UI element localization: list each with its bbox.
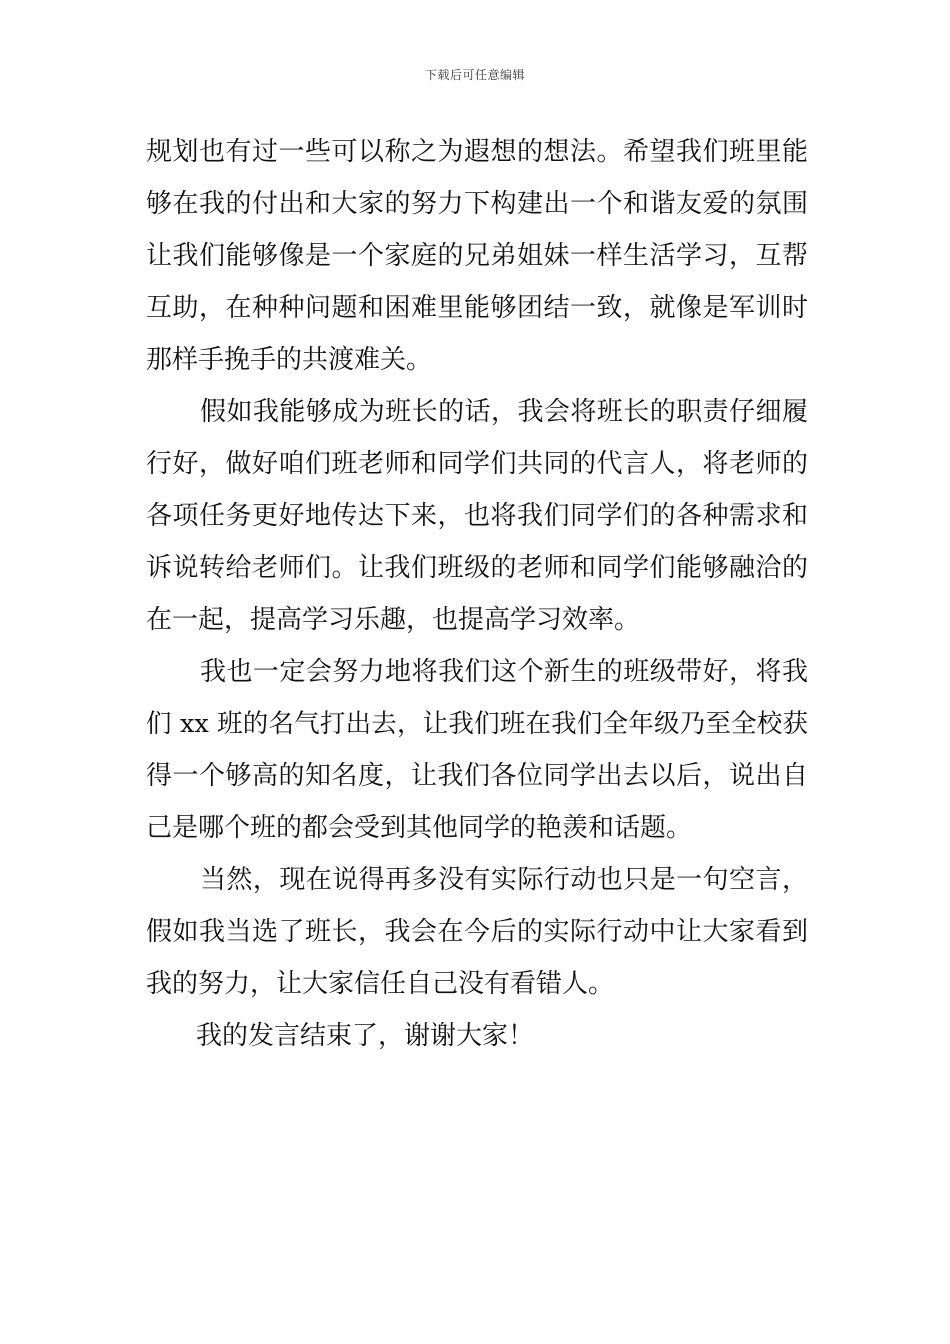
document-body	[146, 128, 808, 1064]
text-line: 得一个够高的知名度，让我们各位同学出去以后，说出自	[146, 761, 808, 791]
page-header: 下载后可任意编辑	[424, 68, 525, 82]
text-line: 够在我的付出和大家的努力下构建出一个和谐友爱的氛围	[146, 189, 808, 219]
text-line: 让我们能够像是一个家庭的兄弟姐妹一样生活学习，互帮	[146, 241, 808, 271]
text-line: 那样手挽手的共渡难关。	[146, 345, 433, 375]
text-line: 互助，在种种问题和困难里能够团结一致，就像是军训时	[146, 293, 808, 323]
text-line: 己是哪个班的都会受到其他同学的艳羡和话题。	[146, 813, 693, 843]
text-line: 我也一定会努力地将我们这个新生的班级带好，将我	[200, 657, 808, 687]
text-line: 我的努力，让大家信任自己没有看错人。	[146, 969, 615, 999]
text-line: 我的发言结束了，谢谢大家！	[196, 1021, 535, 1051]
text-line: 假如我能够成为班长的话，我会将班长的职责仔细履	[200, 397, 808, 427]
paragraph	[146, 856, 808, 1008]
paragraph	[146, 388, 808, 644]
paragraph	[146, 128, 808, 384]
text-line: 在一起，提高学习乐趣，也提高学习效率。	[146, 605, 641, 635]
text-line: 假如我当选了班长，我会在今后的实际行动中让大家看到	[146, 917, 808, 947]
paragraph	[146, 648, 808, 852]
text-line: 规划也有过一些可以称之为遐想的想法。希望我们班里能	[146, 137, 808, 167]
paragraph	[146, 1012, 808, 1060]
text-line: 诉说转给老师们。让我们班级的老师和同学们能够融洽的	[146, 553, 808, 583]
text-line: 各项任务更好地传达下来，也将我们同学们的各种需求和	[146, 501, 808, 531]
text-line: 行好，做好咱们班老师和同学们共同的代言人，将老师的	[146, 449, 808, 479]
text-line: 当然，现在说得再多没有实际行动也只是一句空言，	[200, 865, 808, 895]
text-line: 们 xx 班的名气打出去，让我们班在我们全年级乃至全校获	[146, 709, 808, 739]
